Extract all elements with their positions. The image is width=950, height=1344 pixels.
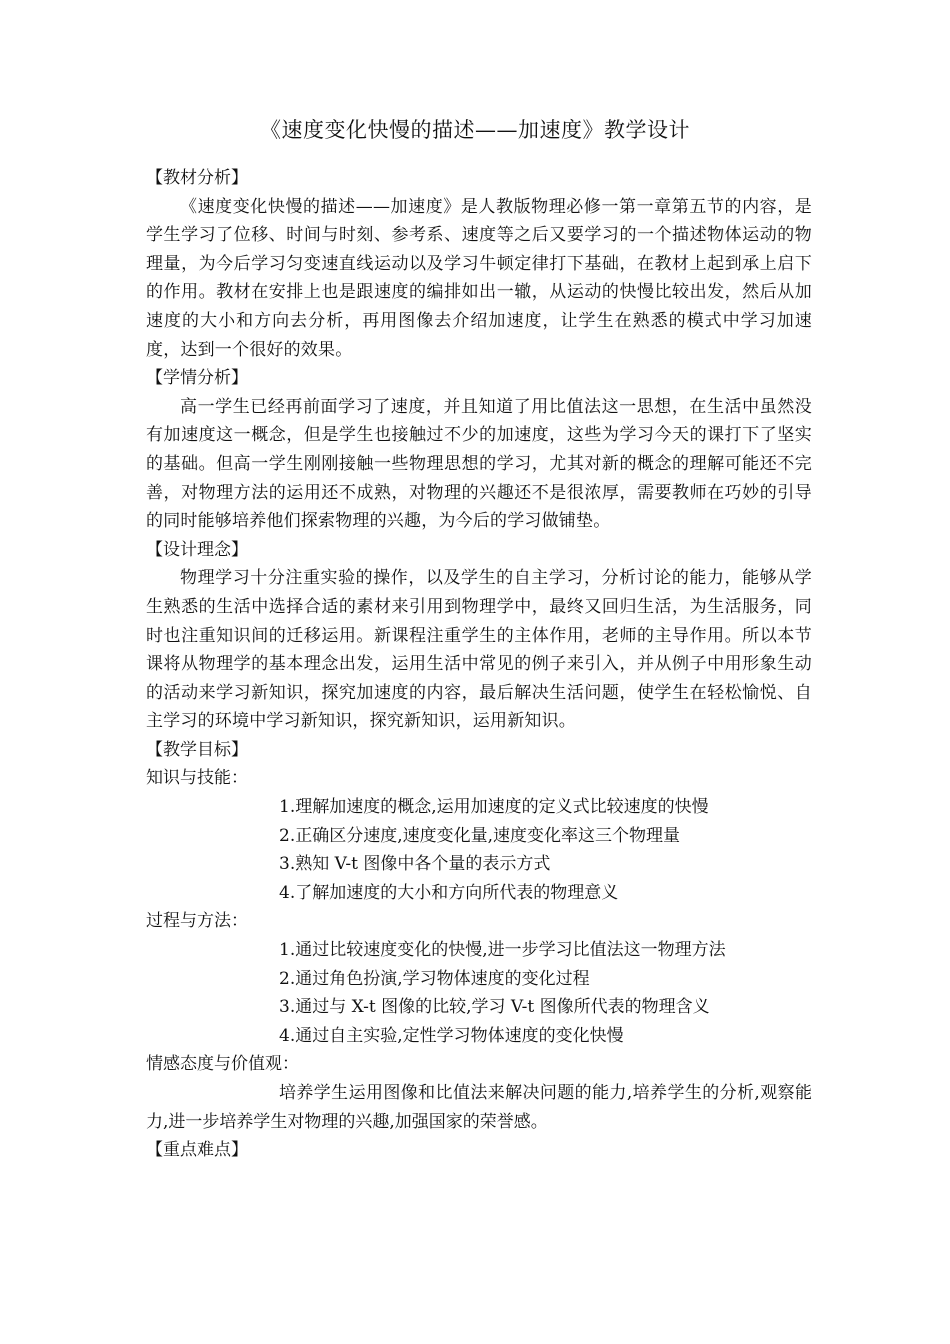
section-heading-design-concept: 【设计理念】 (146, 539, 248, 560)
section-heading-key-points: 【重点难点】 (146, 1140, 248, 1161)
list-item: 3.熟知 V-t 图像中各个量的表示方式 (279, 854, 551, 875)
subheading-process-methods: 过程与方法： (146, 911, 248, 932)
list-item: 4.了解加速度的大小和方向所代表的物理意义 (279, 882, 619, 903)
section-heading-student-analysis: 【学情分析】 (146, 368, 248, 389)
paragraph-emotion-values: 培养学生运用图像和比值法来解决问题的能力,培养学生的分析,观察能力,进一步培养学生对物理的兴趣,加强国家的荣誉感。 (146, 1083, 812, 1132)
document-title: 《速度变化快慢的描述——加速度》教学设计 (260, 118, 690, 142)
section-heading-textbook-analysis: 【教材分析】 (146, 168, 248, 188)
list-item: 4.通过自主实验,定性学习物体速度的变化快慢 (279, 1025, 624, 1046)
document-body (146, 164, 812, 1165)
subheading-knowledge-skills: 知识与技能： (146, 768, 248, 789)
section-heading-teaching-goals: 【教学目标】 (146, 739, 248, 760)
list-item: 2.通过角色扮演,学习物体速度的变化过程 (279, 968, 590, 989)
list-item: 2.正确区分速度,速度变化量,速度变化率这三个物理量 (279, 825, 681, 846)
paragraph-design-concept: 物理学习十分注重实验的操作，以及学生的自主学习，分析讨论的能力，能够从学生熟悉的生活中选择合适的素材来引用到物理学中，最终又回归生活，为生活服务，同时也注重知识间的迁移运用。新课程注重学生的主体作用，老师的主导作用。所以本节课将从物理学的基本理念出发，运用生活中常见的例子来引入，并从例子中用形象生动的活动来学习新知识，探究加速度的内容，最后解决生活问题，使学生在轻松愉悦、自主学习的环境中学习新知识，探究新知识，运用新知识。 (146, 568, 812, 732)
subheading-emotion-values: 情感态度与价值观： (146, 1054, 299, 1075)
paragraph-student-analysis: 高一学生已经再前面学习了速度，并且知道了用比值法这一思想，在生活中虽然没有加速度这一概念，但是学生也接触过不少的加速度，这些为学习今天的课打下了坚实的基础。但高一学生刚刚接触一些物理思想的学习，尤其对新的概念的理解可能还不完善，对物理方法的运用还不成熟，对物理的兴趣还不是很浓厚，需要教师在巧妙的引导的同时能够培养他们探索物理的兴趣，为今后的学习做铺垫。 (146, 396, 812, 532)
list-item: 1.理解加速度的概念,运用加速度的定义式比较速度的快慢 (279, 797, 709, 818)
list-item: 3.通过与 X-t 图像的比较,学习 V-t 图像所代表的物理含义 (279, 997, 710, 1018)
list-item: 1.通过比较速度变化的快慢,进一步学习比值法这一物理方法 (279, 940, 726, 961)
paragraph-textbook-analysis: 《速度变化快慢的描述——加速度》是人教版物理必修一第一章第五节的内容，是学生学习了位移、时间与时刻、参考系、速度等之后又要学习的一个描述物体运动的物理量，为今后学习匀变速直线运动以及学习牛顿定律打下基础，在教材上起到承上启下的作用。教材在安排上也是跟速度的编排如出一辙，从运动的快慢比较出发，然后从加速度的大小和方向去分析，再用图像去介绍加速度，让学生在熟悉的模式中学习加速度，达到一个很好的效果。 (146, 196, 812, 360)
